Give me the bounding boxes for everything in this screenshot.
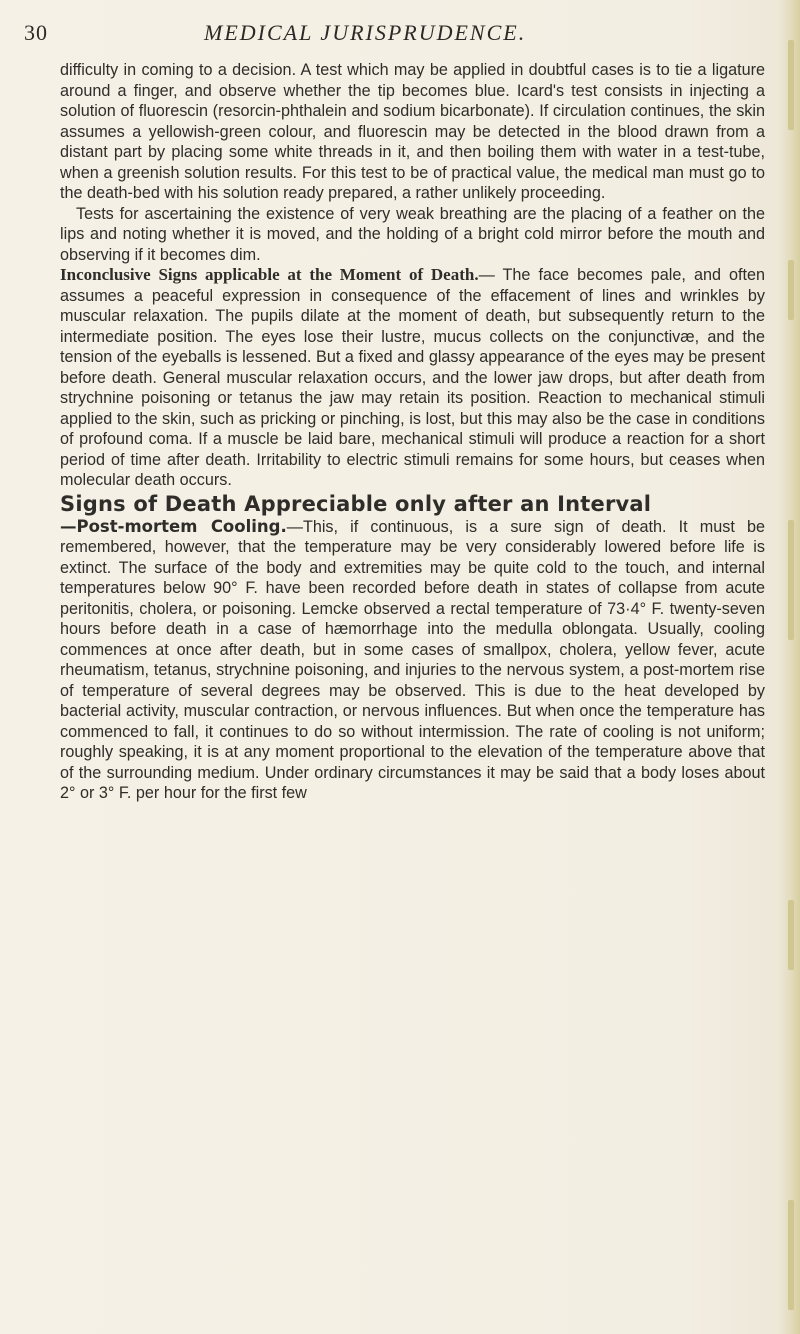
paragraph-text: The face becomes pale, and often assumes a peaceful expression in consequence of the effacement of lines and wrinkles by muscular relaxation. The pupils dilate at the moment of death, but subsequently return to the intermediate position. The eyes lose their lustre, mucus collects on the conjunctivæ, and the tension of the eyeballs is lessened. But a fixed and glassy appearance of the eyes may be present before death. General muscular relaxation occurs, and the lower jaw drops, but after death from strychnine poisoning or tetanus the jaw may retain its position. Reaction to mechanical stimuli applied to the skin, such as pricking or pinching, is lost, but this may also be the case in conditions of profound coma. If a muscle be laid bare, mechanical stimuli will produce a reaction for a short period of time after death. Irritability to electric stimuli remains for some hours, but ceases when molecular death occurs. [60, 266, 765, 489]
page-edge-mark [788, 40, 794, 130]
page-edge-mark [788, 900, 794, 970]
paragraph: difficulty in coming to a decision. A test which may be applied in doubtful cases is to tie a ligature around a finger, and observe whether the tip becomes blue. Icard's test consists in injecting a solution of fluorescin (resorcin-phthalein and sodium bicarbonate). If circulation continues, the skin assumes a yellowish-green colour, and fluorescin may be detected in the blood drawn from a distant part by placing some white threads in it, and then boiling them with water in a test-tube, when a greenish solution results. For this test to be of practical value, the medical man must go to the death-bed with his solution ready prepared, a rather unlikely proceeding. [60, 61, 765, 202]
running-head [24, 20, 764, 50]
page-edge-mark [788, 520, 794, 640]
body-text [60, 60, 765, 804]
page-edge-mark [788, 1200, 794, 1310]
paragraph: Tests for ascertaining the existence of very weak breathing are the placing of a feather on the lips and noting whether it is moved, and the holding of a bright cold mirror before the mouth and observing if it becomes dim. [60, 204, 765, 264]
page-edge-mark [788, 260, 794, 320]
heading-dash: — [478, 266, 495, 284]
subsection-heading: Post-mortem Cooling. [76, 516, 287, 536]
section-heading: Inconclusive Signs applicable at the Moment of Death. [60, 265, 479, 284]
paragraph [60, 517, 765, 804]
paragraph-text: —This, if continuous, is a sure sign of death. It must be remembered, however, that the temperature may be very considerably lowered before life is extinct. The surface of the body and extremities may be quite cold to the touch, and internal temperatures below 90° F. have been recorded before death in states of collapse from acute peritonitis, cholera, or poisoning. Lemcke observed a rectal temperature of 73·4° F. twenty-seven hours before death in a case of hæmorrhage into the medulla oblongata. Usually, cooling commences at once after death, but in some cases of smallpox, cholera, yellow fever, acute rheumatism, tetanus, strychnine poisoning, and injuries to the nervous system, a post-mortem rise of temperature of several degrees may be observed. This is due to the heat developed by bacterial activity, muscular contraction, or nervous influences. But when once the temperature has commenced to fall, it continues to do so without intermission. The rate of cooling is not uniform; roughly speaking, it is at any moment proportional to the elevation of the temperature above that of the surrounding medium. Under ordinary circumstances it may be said that a body loses about 2° or 3° F. per hour for the first few [60, 517, 765, 802]
running-title: MEDICAL JURISPRUDENCE. [204, 20, 527, 45]
page-number: 30 [24, 20, 48, 45]
paragraph [60, 265, 765, 491]
section-heading-large: Signs of Death Appreciable only after an Interval [60, 491, 652, 516]
heading-dash: — [60, 516, 77, 536]
page-edge-shadow [778, 0, 800, 1334]
